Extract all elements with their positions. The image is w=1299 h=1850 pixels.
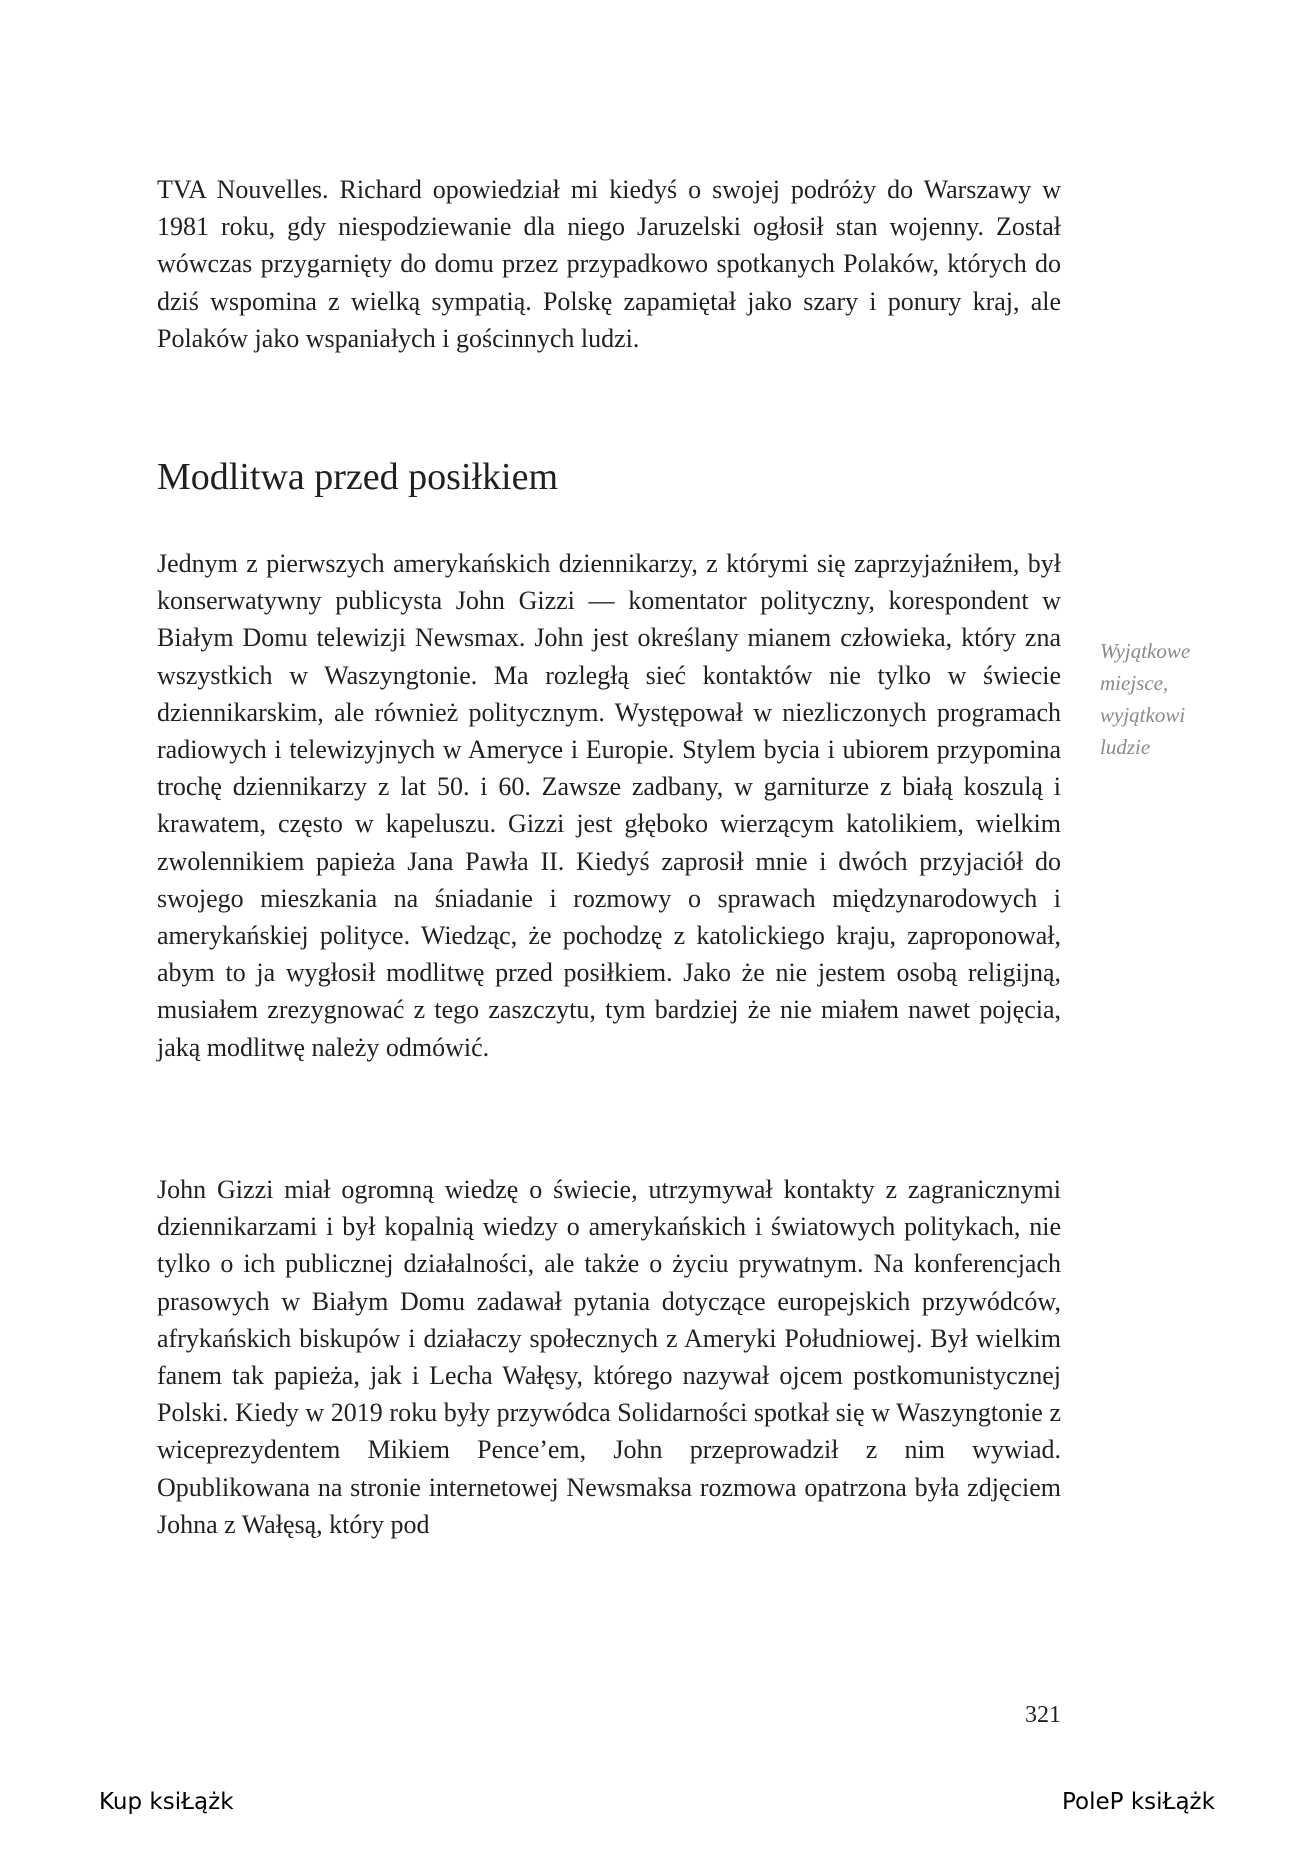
body-paragraph-3 bbox=[157, 1171, 1061, 1543]
page-number: 321 bbox=[1025, 1702, 1061, 1728]
margin-note-line: ludzie bbox=[1100, 735, 1151, 759]
margin-note-line: wyjątkowi bbox=[1100, 703, 1186, 727]
recommend-book-link[interactable]: PoleP ksiŁążk bbox=[1062, 1789, 1215, 1815]
body-paragraph-2 bbox=[157, 545, 1061, 1066]
paragraph-text: Jednym z pierwszych amerykańskich dziennikarzy, z którymi się zaprzyjaźniłem, był konserwatywny publicysta John Gizzi — komentator polityczny, korespondent w Białym Domu telewizji Newsmax. John jest określany mianem człowieka, który zna wszystkich w Waszyngtonie. Ma rozległą sieć kontaktów nie tylko w świecie dziennikarskim, ale również politycznym. Występował w niezliczonych programach radiowych i telewizyjnych w Ameryce i Europie. Stylem bycia i ubiorem przypomina trochę dziennikarzy z lat 50. i 60. Zawsze zadbany, w garniturze z białą koszulą i krawatem, często w kapeluszu. Gizzi jest głęboko wierzącym katolikiem, wielkim zwolennikiem papieża Jana Pawła II. Kiedyś zaprosił mnie i dwóch przyjaciół do swojego mieszkania na śniadanie i rozmowy o sprawach międzynarodowych i amerykańskiej polityce. Wiedząc, że pochodzę z katolickiego kraju, zaproponował, abym to ja wygłosił modlitwę przed posiłkiem. Jako że nie jestem osobą religijną, musiałem zrezygnować z tego zaszczytu, tym bardziej że nie miałem nawet pojęcia, jaką modlitwę należy odmówić. bbox=[157, 549, 1061, 1062]
paragraph-text: John Gizzi miał ogromną wiedzę o świecie, utrzymywał kontakty z zagranicznymi dziennikarzami i był kopalnią wiedzy o amerykańskich i światowych politykach, nie tylko o ich publicznej działalności, ale także o życiu prywatnym. Na konferencjach prasowych w Białym Domu zadawał pytania dotyczące europejskich przywódców, afrykańskich biskupów i działaczy społecznych z Ameryki Południowej. Był wielkim fanem tak papieża, jak i Lecha Wałęsy, którego nazywał ojcem postkomunistycznej Polski. Kiedy w 2019 roku były przywódca Solidarności spotkał się w Waszyngtonie z wiceprezydentem Mikiem Pence’em, John przeprowadził z nim wywiad. Opublikowana na stronie internetowej Newsmaksa rozmowa opatrzona była zdjęciem Johna z Wałęsą, który pod bbox=[157, 1175, 1061, 1539]
section-title: Modlitwa przed posiłkiem bbox=[157, 456, 559, 498]
margin-note bbox=[1100, 635, 1240, 763]
body-paragraph-1 bbox=[157, 171, 1061, 357]
buy-book-link[interactable]: Kup ksiŁążk bbox=[99, 1789, 234, 1815]
margin-note-line: miejsce, bbox=[1100, 671, 1169, 695]
paragraph-text: TVA Nouvelles. Richard opowiedział mi kiedyś o swojej podróży do Warszawy w 1981 roku, gdy niespodziewanie dla niego Jaruzelski ogłosił stan wojenny. Został wówczas przygarnięty do domu przez przypadkowo spotkanych Polaków, których do dziś wspomina z wielką sympatią. Polskę zapamiętał jako szary i ponury kraj, ale Polaków jako wspaniałych i gościnnych ludzi. bbox=[157, 175, 1061, 353]
margin-note-line: Wyjątkowe bbox=[1100, 639, 1191, 663]
